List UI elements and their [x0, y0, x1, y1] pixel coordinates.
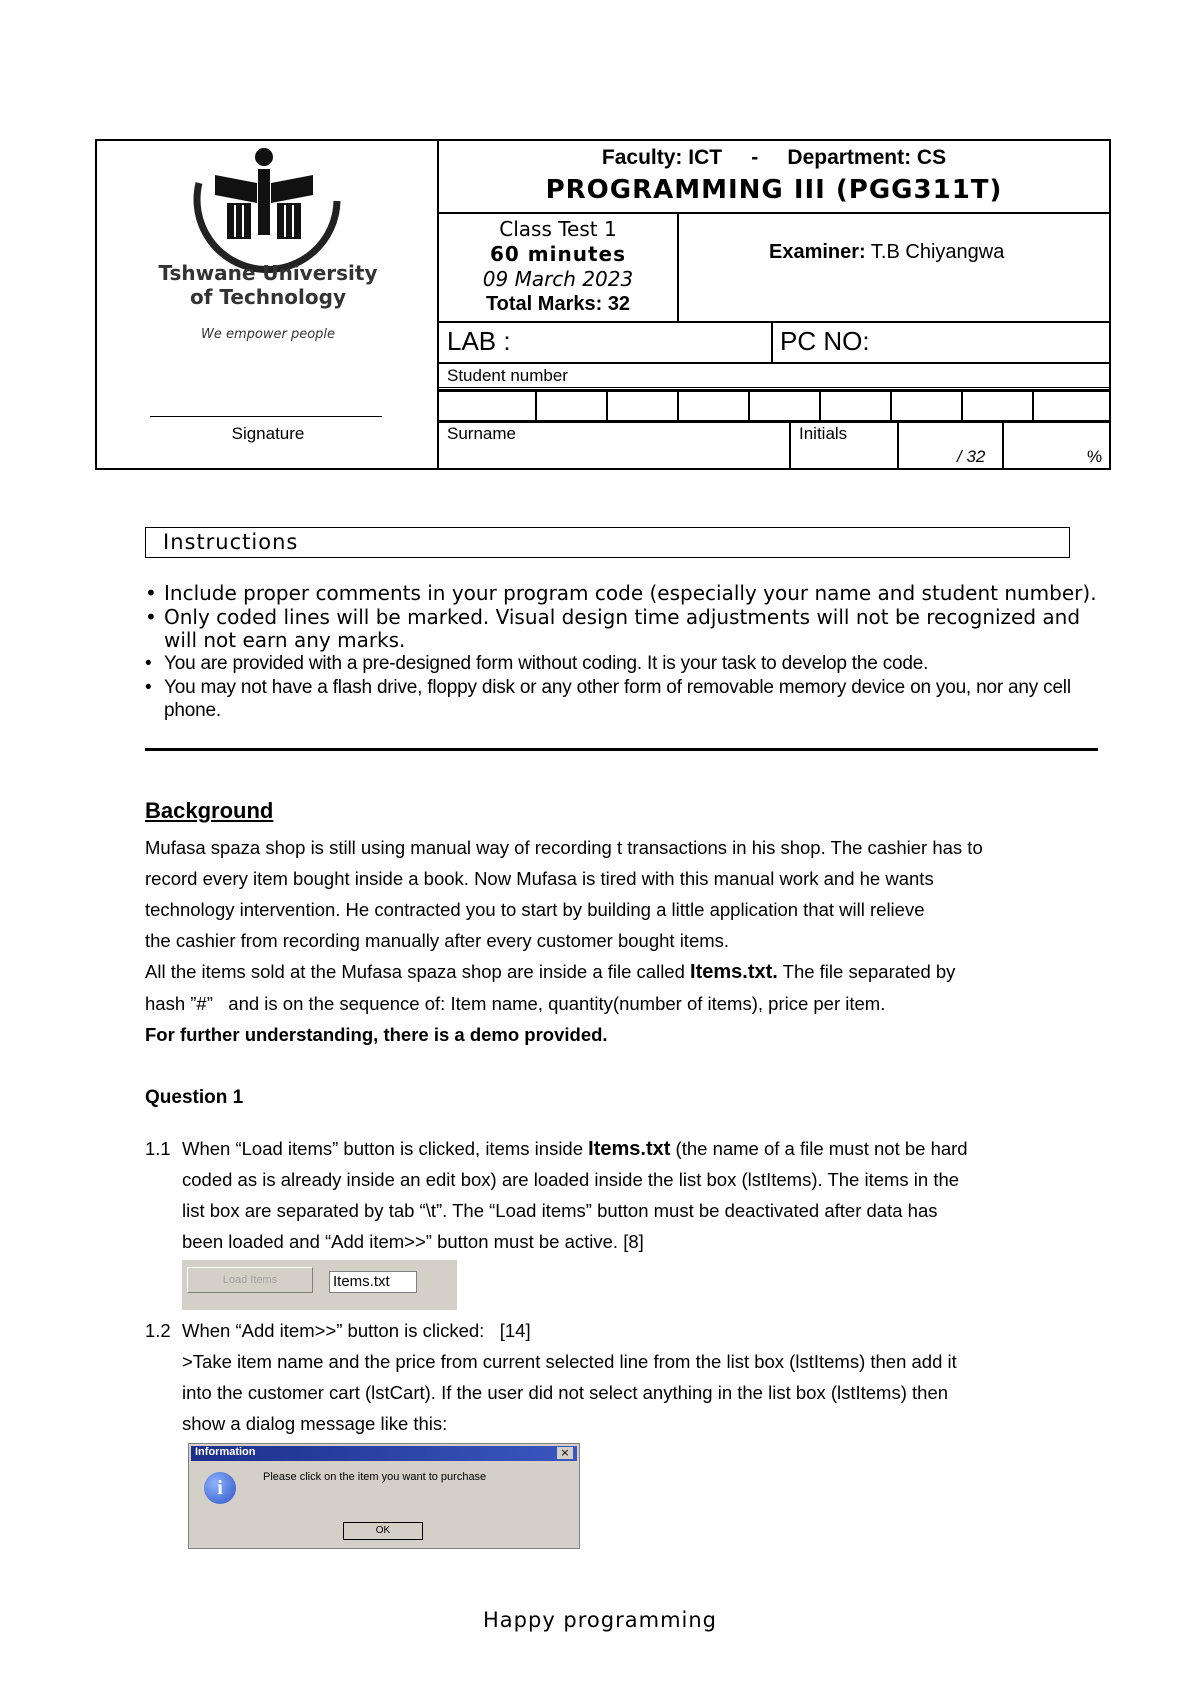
- total-marks: Total Marks: 32: [485, 293, 631, 315]
- pc-number-label: PC NO:: [780, 326, 870, 356]
- q12-line: show a dialog message like this:: [182, 1413, 448, 1434]
- file-description: [145, 956, 1070, 988]
- university-logo: [97, 141, 439, 468]
- file-line-pre: All the items sold at the Mufasa spaza shop are inside a file called: [145, 961, 691, 982]
- instruction-item: • You may not have a flash drive, floppy disk or any other form of removable memory device on you, nor any cell phone.: [145, 676, 1105, 722]
- background-line: record every item bought inside a book. Now Mufasa is tired with this manual work and he wants: [145, 868, 934, 889]
- test-name: Class Test 1: [499, 217, 617, 241]
- information-dialog: [188, 1443, 580, 1549]
- dialog-titlebar: [191, 1446, 577, 1461]
- file-line-post: The file separated by: [777, 961, 956, 982]
- q11-line: coded as is already inside an edit box) are loaded inside the list box (lstItems). The items in the: [182, 1169, 960, 1190]
- background-heading: Background: [145, 798, 274, 823]
- university-name-line2: of Technology: [190, 285, 346, 309]
- file-name-input[interactable]: Items.txt: [329, 1271, 417, 1293]
- instructions-box: [145, 527, 1070, 558]
- dialog-title: Information: [195, 1446, 256, 1458]
- q11-number: 1.1: [145, 1138, 171, 1159]
- examiner-label: Examiner:: [769, 241, 866, 263]
- background-text: [145, 832, 1070, 1050]
- student-number-label: Student number: [447, 366, 568, 385]
- q11-first-line: [182, 1133, 968, 1165]
- q11-line: list box are separated by tab “\t”. The “Load items” button must be deactivated after data has: [182, 1200, 938, 1221]
- dialog-message: Please click on the item you want to purchase: [263, 1471, 487, 1483]
- load-items-button[interactable]: Load Items: [187, 1267, 313, 1293]
- examiner-name: T.B Chiyangwa: [870, 241, 1005, 263]
- faculty-department: Faculty: ICT - Department: CS: [601, 146, 947, 169]
- background-line: Mufasa spaza shop is still using manual way of recording t transactions in his shop. The cashier has to: [145, 837, 983, 858]
- background-line: the cashier from recording manually after every customer bought items.: [145, 930, 730, 951]
- surname-label: Surname: [447, 424, 516, 443]
- q11-line: been loaded and “Add item>>” button must be active. [8]: [182, 1231, 644, 1252]
- dialog-close-icon[interactable]: ×: [557, 1447, 573, 1459]
- q12-line: into the customer cart (lstCart). If the user did not select anything in the list box (lstItems) then: [182, 1382, 949, 1403]
- q11-post: (the name of a file must not be hard: [670, 1138, 968, 1159]
- course-title: PROGRAMMING III (PGG311T): [545, 175, 1003, 205]
- signature-line: [150, 416, 382, 417]
- header-table: [95, 139, 1111, 470]
- tut-emblem-icon: [97, 141, 439, 341]
- percent-label: %: [1087, 447, 1103, 466]
- instructions-title: Instructions: [163, 530, 299, 554]
- instructions-list: [145, 582, 1105, 723]
- info-icon: i: [204, 1472, 236, 1504]
- load-items-screenshot: [182, 1260, 457, 1310]
- question-title: Question 1: [145, 1087, 244, 1108]
- instruction-item: • Only coded lines will be marked. Visual design time adjustments will not be recognized and will not earn any marks.: [145, 606, 1105, 652]
- q11-pre: When “Load items” button is clicked, items inside: [182, 1138, 589, 1159]
- score-label: / 32: [957, 447, 986, 466]
- initials-label: Initials: [799, 424, 848, 443]
- instruction-item: • You are provided with a pre-designed form without coding. It is your task to develop the code.: [145, 652, 1105, 675]
- test-date: 09 March 2023: [482, 267, 634, 291]
- file-name: Items.txt.: [690, 961, 778, 983]
- q11-file: Items.txt: [588, 1138, 671, 1160]
- signature-label: Signature: [231, 424, 305, 443]
- q12-line: >Take item name and the price from current selected line from the list box (lstItems) then add it: [182, 1351, 957, 1372]
- instruction-item: • Include proper comments in your program code (especially your name and student number).: [145, 582, 1105, 605]
- q12-number: 1.2: [145, 1320, 171, 1341]
- university-slogan: We empower people: [200, 327, 336, 342]
- section-divider: [145, 748, 1098, 751]
- demo-note: For further understanding, there is a demo provided.: [145, 1024, 608, 1045]
- test-duration: 60 minutes: [490, 242, 626, 266]
- background-line: technology intervention. He contracted you to start by building a little application that will relieve: [145, 899, 925, 920]
- dialog-ok-button[interactable]: OK: [343, 1522, 423, 1540]
- sequence-line: hash ”#” and is on the sequence of: Item name, quantity(number of items), price per item.: [145, 993, 886, 1014]
- q12-text: When “Add item>>” button is clicked: [14]: [182, 1320, 531, 1341]
- footer-text: Happy programming: [483, 1608, 717, 1632]
- examiner: [769, 241, 1004, 264]
- university-name-line1: Tshwane University: [158, 261, 378, 285]
- lab-label: LAB :: [447, 326, 511, 356]
